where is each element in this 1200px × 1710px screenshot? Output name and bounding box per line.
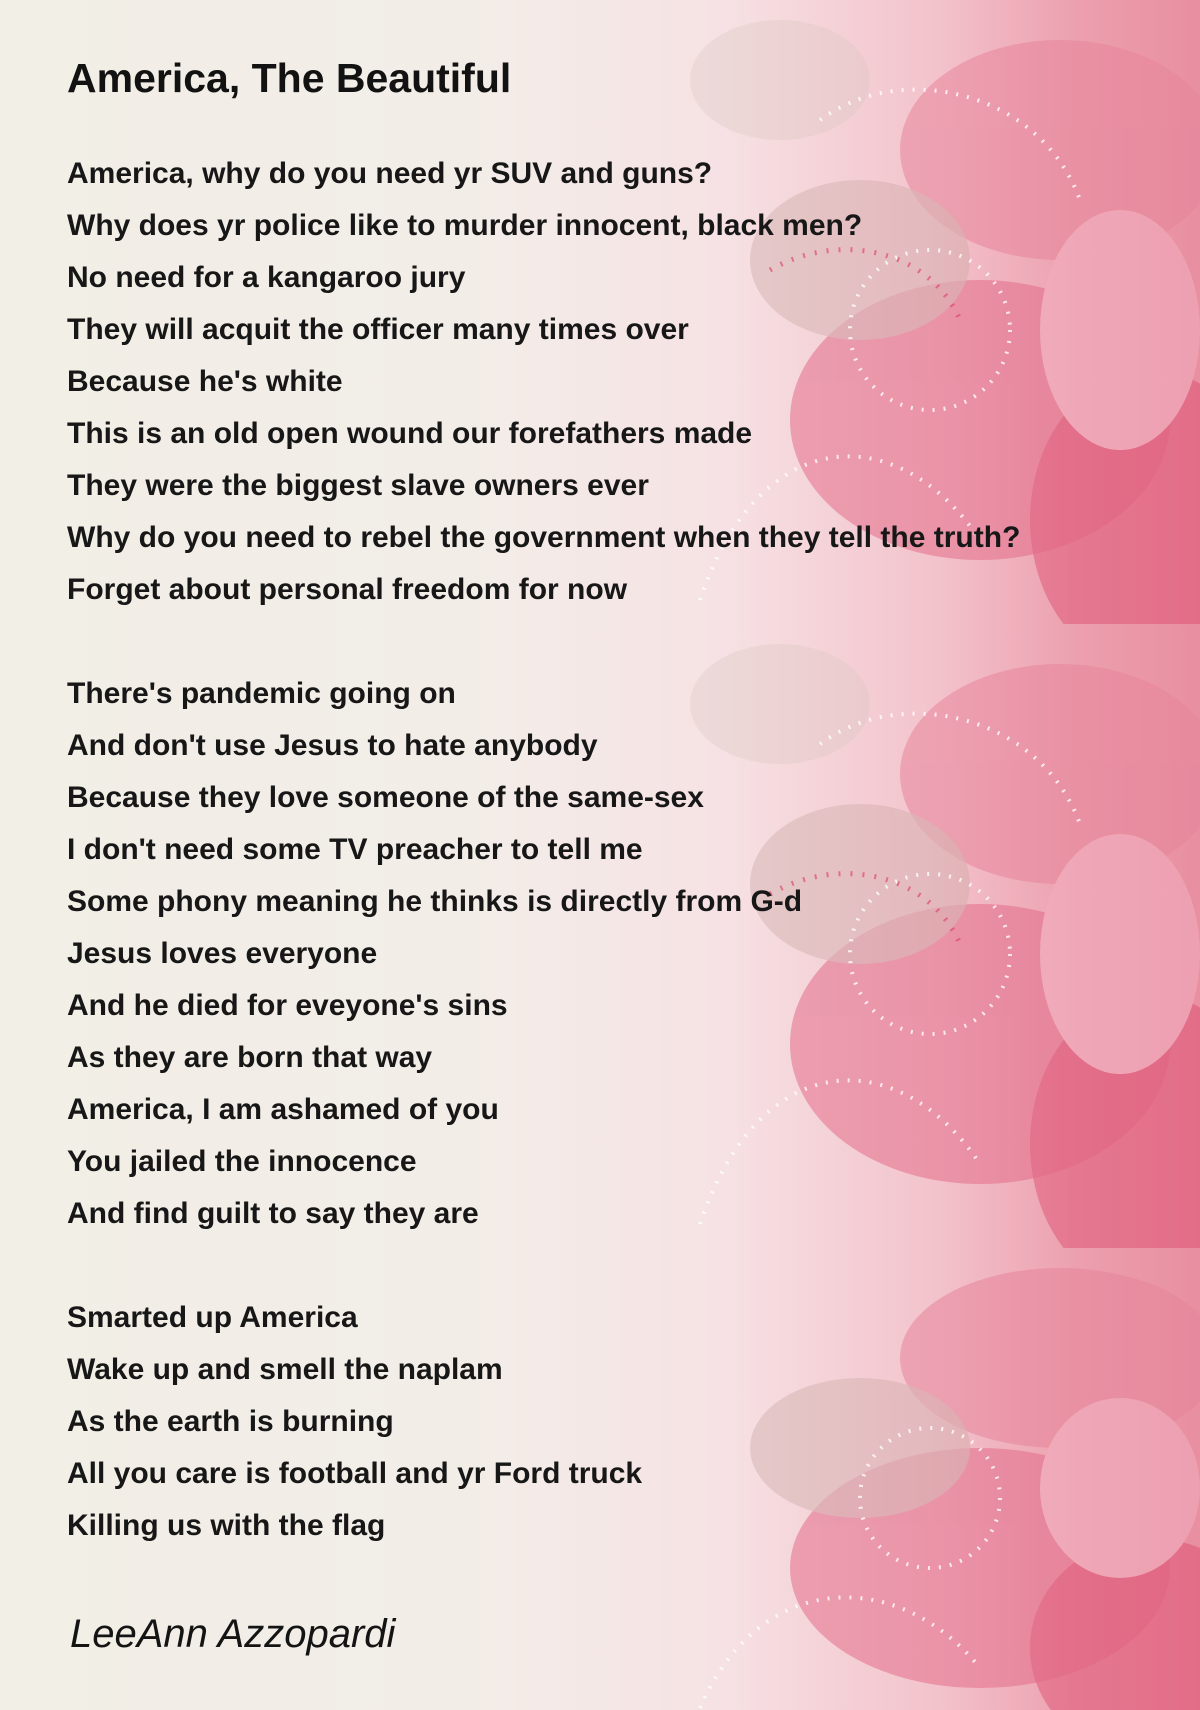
poem-line: And he died for eveyone's sins [67, 989, 508, 1022]
poem-line: And find guilt to say they are [67, 1197, 479, 1230]
poem-line: America, why do you need yr SUV and guns? [67, 157, 713, 190]
stanza-3 [67, 1292, 642, 1552]
poem-line: Some phony meaning he thinks is directly from G-d [67, 885, 803, 918]
poem-line: Why does yr police like to murder innocent, black men? [67, 209, 863, 242]
poem-line: Because he's white [67, 365, 343, 398]
poem-line: As they are born that way [67, 1041, 433, 1074]
poem-line: Because they love someone of the same-sex [67, 781, 704, 814]
poem-title: America, The Beautiful [67, 55, 512, 101]
poem-line: As the earth is burning [67, 1405, 394, 1438]
poem-line: Smarted up America [67, 1301, 358, 1334]
poem-line: Killing us with the flag [67, 1509, 386, 1542]
poem-line: I don't need some TV preacher to tell me [67, 833, 643, 866]
stanza-2 [67, 668, 802, 1240]
poem-line: No need for a kangaroo jury [67, 261, 466, 294]
poem-line: All you care is football and yr Ford truck [67, 1457, 643, 1490]
poem-line: Wake up and smell the naplam [67, 1353, 503, 1386]
poem-line: Jesus loves everyone [67, 937, 378, 970]
poem-line: There's pandemic going on [67, 677, 456, 710]
poem-line: Why do you need to rebel the government when they tell the truth? [67, 521, 1021, 554]
poem-author: LeeAnn Azzopardi [70, 1612, 396, 1656]
stanza-1 [67, 148, 1020, 616]
poem-line: This is an old open wound our forefathers made [67, 417, 753, 450]
poem-line: Forget about personal freedom for now [67, 573, 628, 606]
poem-line: And don't use Jesus to hate anybody [67, 729, 598, 762]
poem-line: They will acquit the officer many times over [67, 313, 689, 346]
poem-line: They were the biggest slave owners ever [67, 469, 649, 502]
poem-line: America, I am ashamed of you [67, 1093, 499, 1126]
poem-line: You jailed the innocence [67, 1145, 417, 1178]
